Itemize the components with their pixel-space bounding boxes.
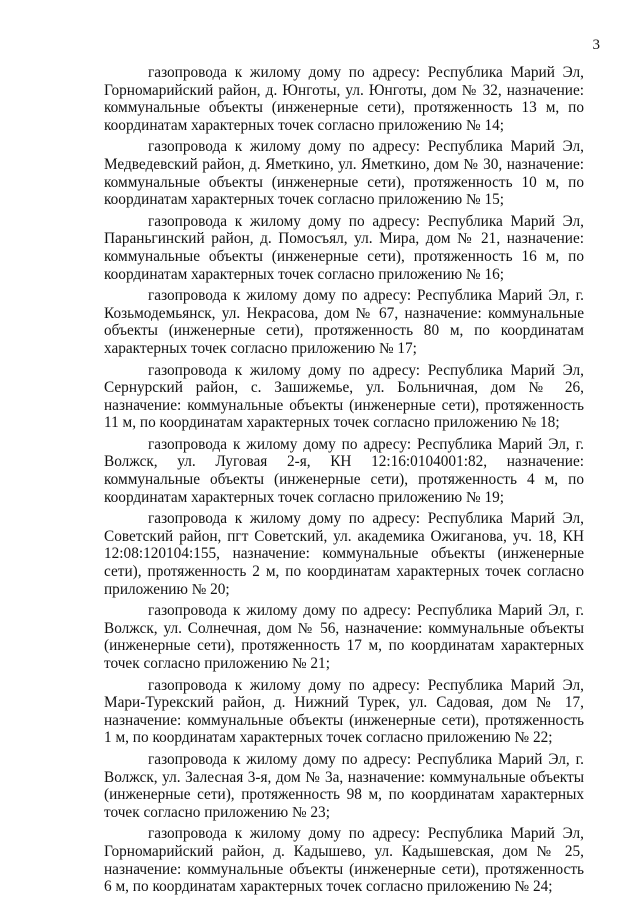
document-body: [104, 64, 584, 900]
paragraph-10: газопровода к жилому дому по адресу: Республика Марий Эл, г. Волжск, ул. Залесная 3-я, дом № 3а, назначение: коммунальные объекты (инженерные сети), протяженность 98 м, по координатам характерных точек согласно приложению № 23;: [104, 750, 584, 821]
paragraph-2: газопровода к жилому дому по адресу: Республика Марий Эл, Медведевский район, д. Яметкино, ул. Яметкино, дом № 30, назначение: коммунальные объекты (инженерные сети), протяженность 10 м, по координатам характерных точек согласно приложению № 15;: [104, 138, 584, 209]
paragraph-11: газопровода к жилому дому по адресу: Республика Марий Эл, Горномарийский район, д. Кадышево, ул. Кадышевская, дом № 25, назначение: коммунальные объекты (инженерные сети), протяженность 6 м, по координатам характерных точек согласно приложению № 24;: [104, 825, 584, 896]
paragraph-7: газопровода к жилому дому по адресу: Республика Марий Эл, Советский район, пгт Советский, ул. академика Ожиганова, уч. 18, КН 12:08:120104:155, назначение: коммунальные объекты (инженерные сети), протяженность 2 м, по координатам характерных точек согласно приложению № 20;: [104, 510, 584, 598]
paragraph-1: газопровода к жилому дому по адресу: Республика Марий Эл, Горномарийский район, д. Юнготы, ул. Юнготы, дом № 32, назначение: коммунальные объекты (инженерные сети), протяженность 13 м, по координатам характерных точек согласно приложению № 14;: [104, 64, 584, 134]
paragraph-6: газопровода к жилому дому по адресу: Республика Марий Эл, г. Волжск, ул. Луговая 2-я, КН 12:16:0104001:82, назначение: коммунальные объекты (инженерные сети), протяженность 4 м, по координатам характерных точек согласно приложению № 19;: [104, 435, 584, 506]
page-number: 3: [592, 37, 600, 53]
paragraph-5: газопровода к жилому дому по адресу: Республика Марий Эл, Сернурский район, с. Зашижемье, ул. Больничная, дом № 26, назначение: коммунальные объекты (инженерные сети), протяженность 11 м, по координатам характерных точек согласно приложению № 18;: [104, 361, 584, 432]
paragraph-3: газопровода к жилому дому по адресу: Республика Марий Эл, Параньгинский район, д. Помосъял, ул. Мира, дом № 21, назначение: коммунальные объекты (инженерные сети), протяженность 16 м, по координатам характерных точек согласно приложению № 16;: [104, 212, 584, 283]
paragraph-4: газопровода к жилому дому по адресу: Республика Марий Эл, г. Козьмодемьянск, ул. Некрасова, дом № 67, назначение: коммунальные объекты (инженерные сети), протяженность 80 м, по координатам характерных точек согласно приложению № 17;: [104, 287, 584, 357]
paragraph-8: газопровода к жилому дому по адресу: Республика Марий Эл, г. Волжск, ул. Солнечная, дом № 56, назначение: коммунальные объекты (инженерные сети), протяженность 17 м, по координатам характерных точек согласно приложению № 21;: [104, 602, 584, 672]
paragraph-9: газопровода к жилому дому по адресу: Республика Марий Эл, Мари-Турекский район, д. Нижний Турек, ул. Садовая, дом № 17, назначение: коммунальные объекты (инженерные сети), протяженность 1 м, по координатам характерных точек согласно приложению № 22;: [104, 676, 584, 747]
